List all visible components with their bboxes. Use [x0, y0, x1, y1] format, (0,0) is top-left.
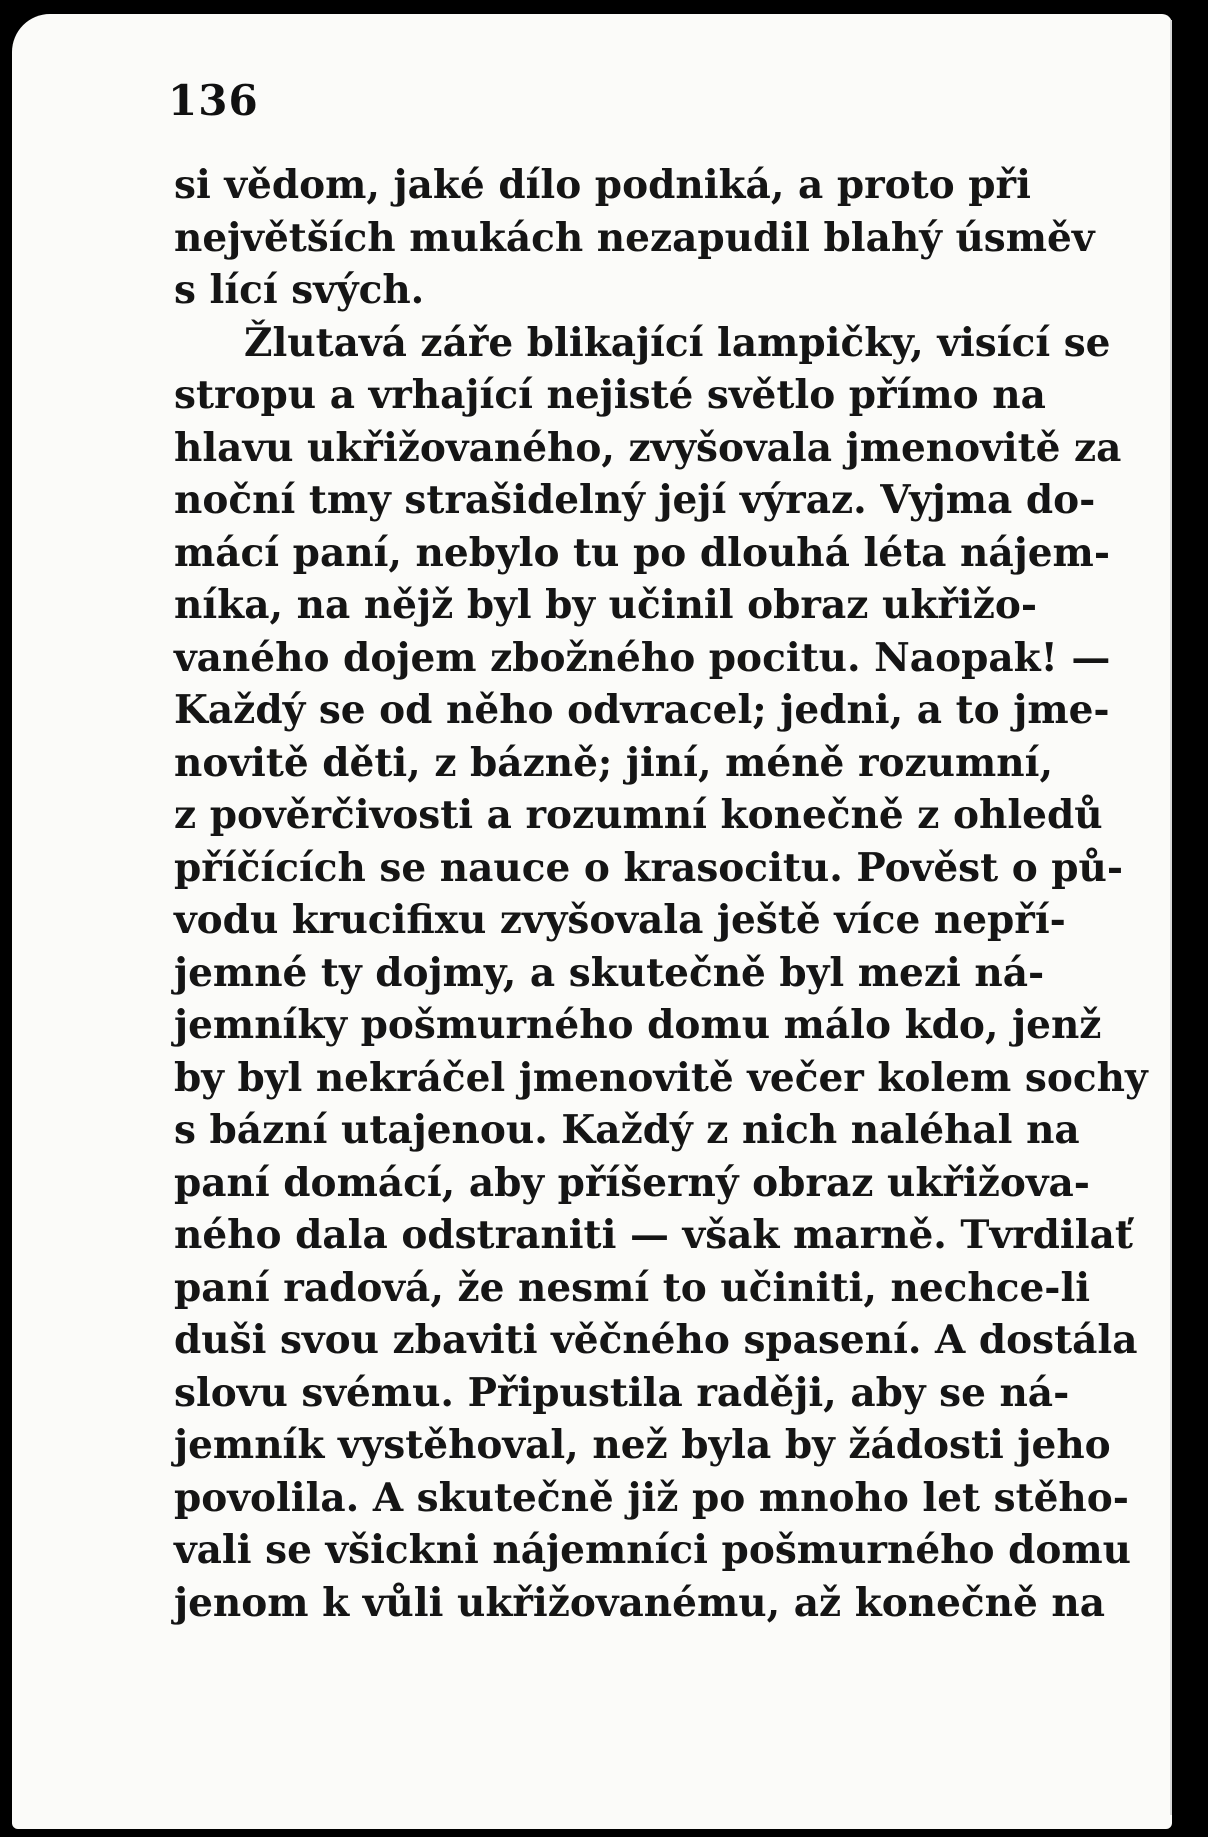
page-edge-shadow [1172, 0, 1208, 1837]
text-line: paní radová, že nesmí to učiniti, nechce-li [174, 1264, 1091, 1311]
text-line: vaného dojem zbožného pocitu. Naopak! — [174, 634, 1111, 681]
book-page [12, 14, 1172, 1829]
text-line: mácí paní, nebylo tu po dlouhá léta nájem- [174, 529, 1110, 576]
text-line: novitě děti, z bázně; jiní, méně rozumní, [174, 739, 1054, 786]
text-line: si vědom, jaké dílo podniká, a proto při [174, 162, 1031, 208]
text-line: vodu krucifixu zvyšovala ještě více nepří- [174, 897, 1066, 943]
page-text [174, 159, 1148, 1629]
text-line: slovu svému. Připustila raději, aby se ná- [174, 1369, 1070, 1416]
text-line: vali se všickni nájemníci pošmurného domu [174, 1527, 1131, 1573]
text-line: stropu a vrhající nejisté světlo přímo na [174, 372, 1046, 418]
text-line: jemníky pošmurného domu málo kdo, jenž [174, 1002, 1102, 1048]
text-line: Žlutavá záře blikající lampičky, visící se [244, 319, 1111, 366]
text-line: s bázní utajenou. Každý z nich naléhal na [174, 1107, 1080, 1153]
text-line: hlavu ukřižovaného, zvyšovala jmenovitě za [174, 424, 1122, 471]
text-line: s lící svých. [174, 267, 425, 313]
text-line: Každý se od něho odvracel; jedni, a to jme- [174, 687, 1110, 733]
text-line: jenom k vůli ukřižovanému, až konečně na [174, 1579, 1106, 1626]
text-line: ného dala odstraniti — však marně. Tvrdilať [174, 1212, 1133, 1258]
text-line: povolila. A skutečně již po mnoho let stěho- [174, 1474, 1129, 1521]
text-line: největších mukách nezapudil blahý úsměv [174, 214, 1095, 261]
text-line: z pověrčivosti a rozumní konečně z ohledů [174, 792, 1103, 838]
text-line: příčících se nauce o krasocitu. Pověst o pů- [174, 844, 1124, 891]
page-number: 136 [168, 76, 259, 125]
text-line: jemné ty dojmy, a skutečně byl mezi ná- [174, 949, 1045, 996]
text-line: by byl nekráčel jmenovitě večer kolem sochy [174, 1054, 1148, 1101]
text-line: noční tmy strašidelný její výraz. Vyjma do- [174, 477, 1096, 523]
text-line: jemník vystěhoval, než byla by žádosti jeho [174, 1422, 1111, 1468]
text-line: duši svou zbaviti věčného spasení. A dostála [174, 1317, 1138, 1363]
text-line: níka, na nějž byl by učinil obraz ukřižo- [174, 582, 1038, 628]
text-line: paní domácí, aby příšerný obraz ukřižova- [174, 1159, 1090, 1206]
